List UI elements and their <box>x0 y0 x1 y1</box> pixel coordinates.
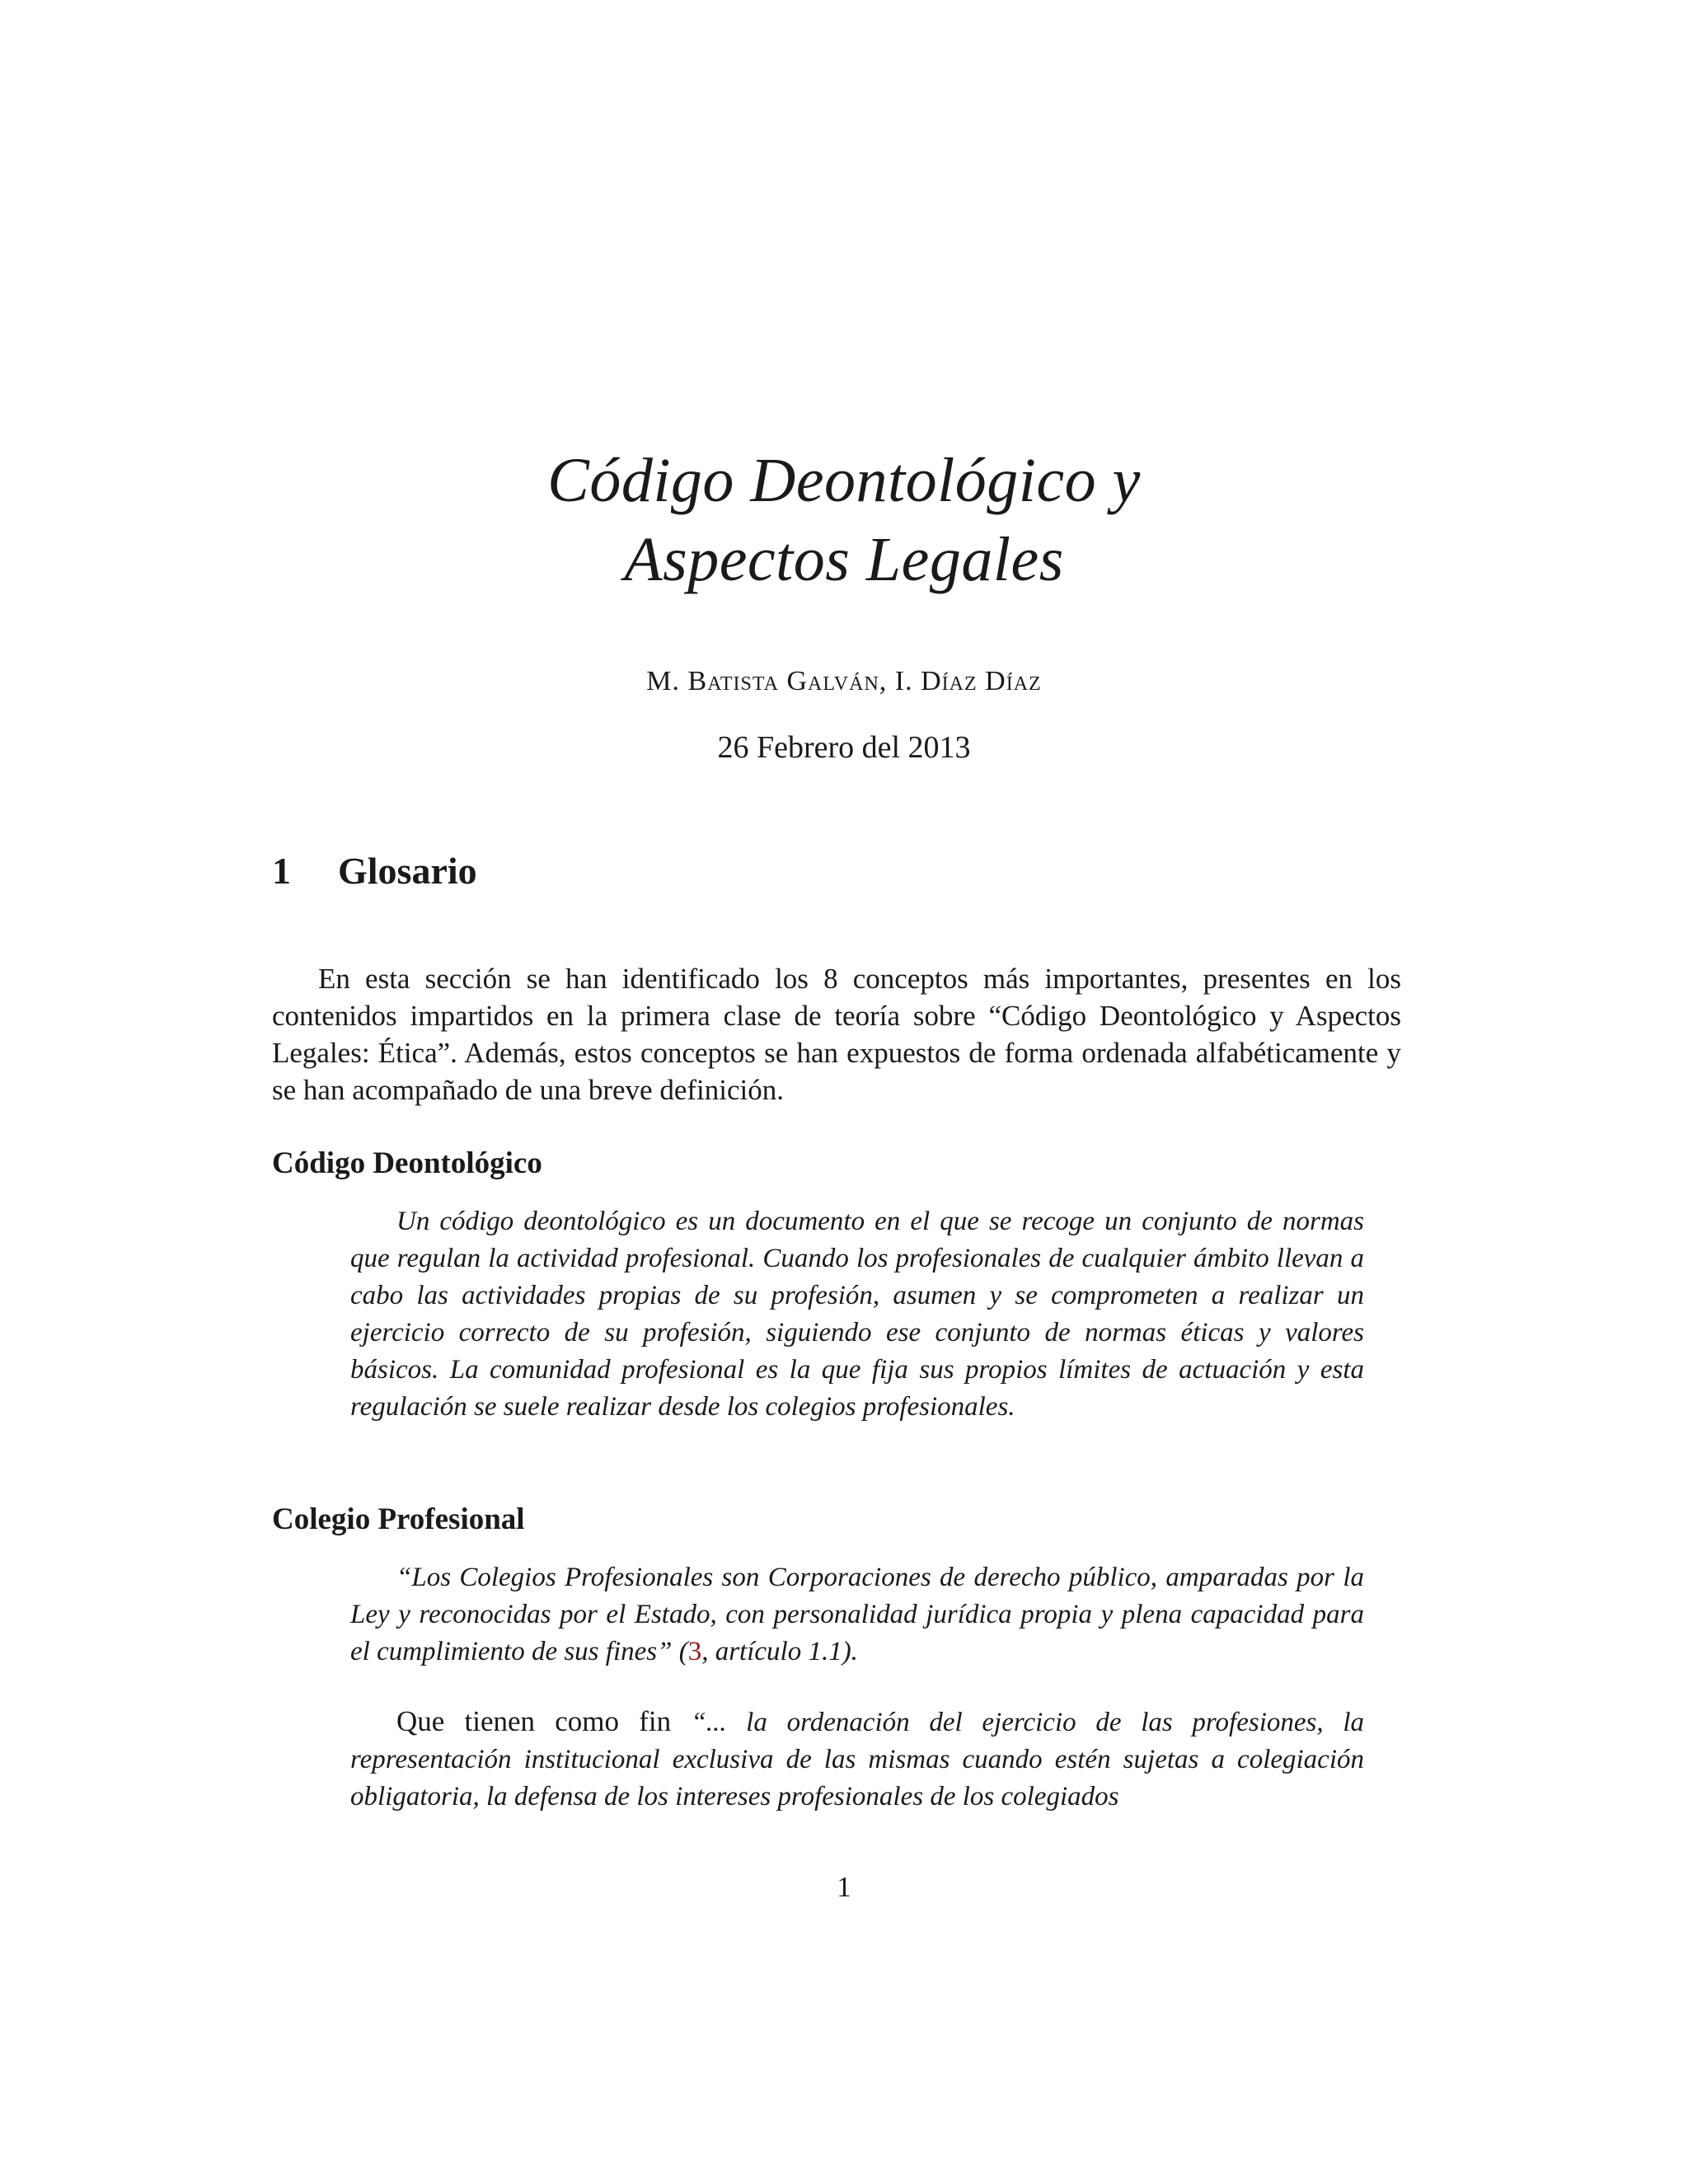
intro-paragraph: En esta sección se han identificado los 8 conceptos más importantes, presentes en los contenidos impartidos en la primera clase de teoría sobre “Código Deontológico y Aspectos Legales: Ética”. Además, estos conceptos se han expuestos de forma ordenada alfabéticamente y se han acompañado de una breve definición. <box>272 963 1401 1106</box>
term-heading-colegio: Colegio Profesional <box>272 1502 525 1536</box>
section-number: 1 <box>272 850 291 892</box>
title-line-2: Aspectos Legales <box>624 525 1064 594</box>
term-continuation-colegio <box>350 1703 1364 1816</box>
continuation-quote: “... la ordenación del ejercicio de las profesiones, la representación institucional exclusiva de las mismas cuando estén sujetas a colegiación obligatoria, la defensa de los intereses profesionales de los colegiados <box>350 1708 1365 1811</box>
term-heading-codigo: Código Deontológico <box>272 1146 542 1180</box>
page-number: 1 <box>837 1871 851 1903</box>
section-heading <box>272 849 477 893</box>
term-definition-colegio <box>350 1559 1364 1671</box>
term-definition-codigo: Un código deontológico es un documento en el que se recoge un conjunto de normas que regulan la actividad profesional. Cuando los profesionales de cualquier ámbito llevan a cabo las actividades propias de su profesión, asumen y se comprometen a realizar un ejercicio correcto de su profesión, siguiendo ese conjunto de normas éticas y valores básicos. La comunidad profesional es la que fija sus propios límites de actuación y esta regulación se suele realizar desde los colegios profesionales. <box>350 1207 1364 1422</box>
continuation-lead: Que tienen como fin <box>396 1705 692 1737</box>
title-line-1: Código Deontológico y <box>547 446 1141 515</box>
definition-text-after-cite: , artículo 1.1). <box>701 1637 858 1666</box>
section-title: Glosario <box>338 850 477 892</box>
document-authors: M. Batista Galván, I. Díaz Díaz <box>646 666 1042 696</box>
document-date: 26 Febrero del 2013 <box>717 730 971 765</box>
definition-text-before-cite: “Los Colegios Profesionales son Corporaciones de derecho público, amparadas por la Ley y reconocidas por el Estado, con personalidad jurídica propia y plena capacidad para el cumplimiento de sus fines” ( <box>350 1563 1364 1666</box>
citation-link[interactable]: 3 <box>687 1637 702 1666</box>
document-title <box>0 441 1688 599</box>
